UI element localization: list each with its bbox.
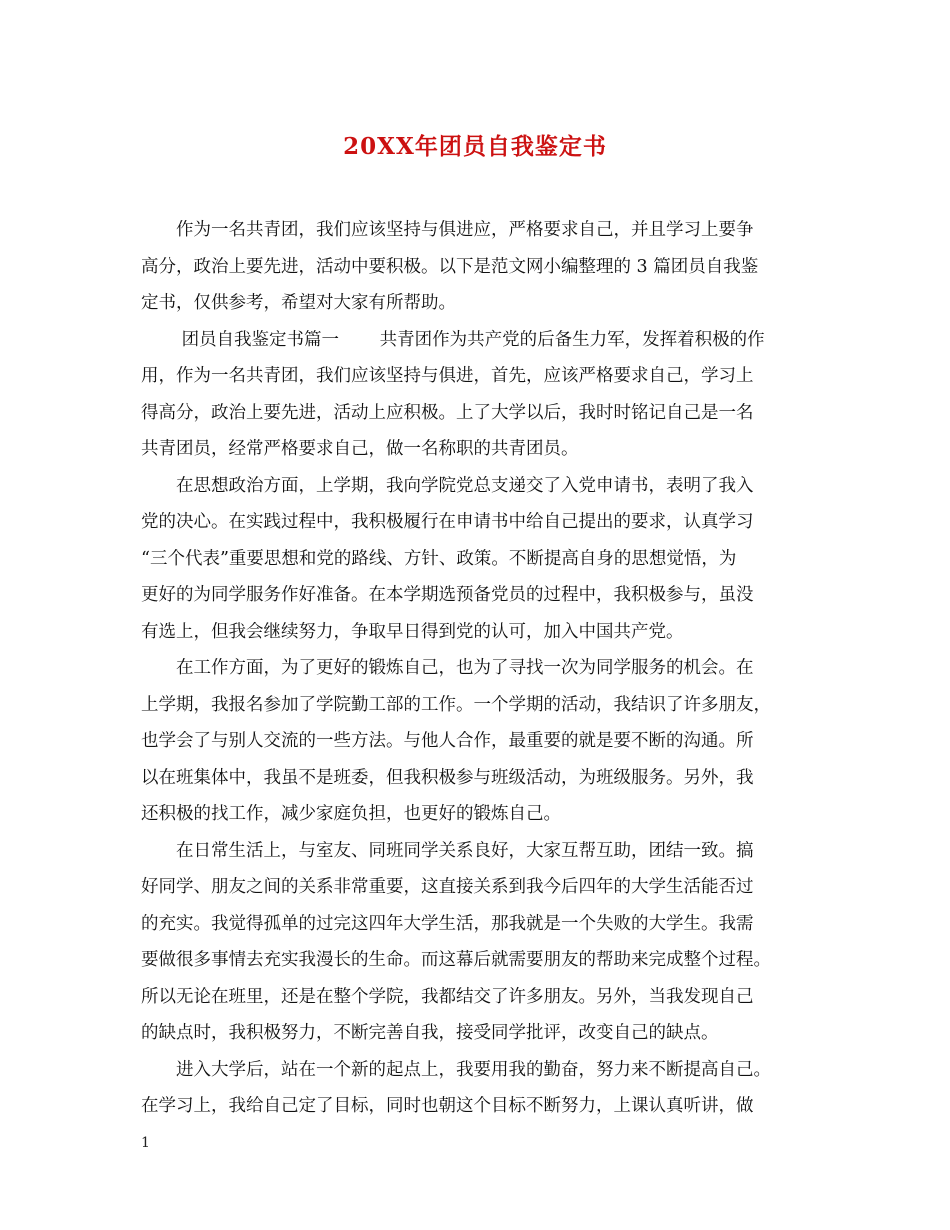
body-line: 在工作方面，为了更好的锻炼自己，也为了寻找一次为同学服务的机会。在 (141, 658, 754, 678)
body-line: 也学会了与别人交流的一些方法。与他人合作，最重要的就是要不断的沟通。所 (141, 731, 754, 751)
body-line: 定书，仅供参考，希望对大家有所帮助。 (141, 293, 456, 313)
body-line: 好同学、朋友之间的关系非常重要，这直接关系到我今后四年的大学生活能否过 (141, 877, 754, 897)
body-line: 的充实。我觉得孤单的过完这四年大学生活，那我就是一个失败的大学生。我需 (141, 913, 754, 934)
body-line: 上学期，我报名参加了学院勤工部的工作。一个学期的活动，我结识了许多朋友， (141, 694, 771, 715)
body-line: 共青团员，经常严格要求自己，做一名称职的共青团员。 (141, 439, 579, 459)
body-line: 得高分，政治上要先进，活动上应积极。上了大学以后，我时时铭记自己是一名 (141, 402, 754, 423)
body-line: 还积极的找工作，减少家庭负担，也更好的锻炼自己。 (141, 804, 561, 824)
page-number: 1 (141, 1135, 150, 1151)
body-line: 高分，政治上要先进，活动中要积极。以下是范文网小编整理的 3 篇团员自我鉴 (141, 256, 759, 277)
body-line: 更好的为同学服务作好准备。在本学期选预备党员的过程中，我积极参与，虽没 (141, 585, 754, 605)
body-line: 作为一名共青团，我们应该坚持与俱进应，严格要求自己，并且学习上要争 (141, 220, 754, 240)
body-line: 在学习上，我给自己定了目标，同时也朝这个目标不断努力，上课认真听讲，做 (141, 1096, 754, 1116)
body-line: 在思想政治方面，上学期，我向学院党总支递交了入党申请书，表明了我入 (141, 475, 754, 496)
body-line: 党的决心。在实践过程中，我积极履行在申请书中给自己提出的要求，认真学习 (141, 512, 754, 532)
document-body (141, 212, 813, 1125)
body-line: 团员自我鉴定书篇一 共青团作为共产党的后备生力军，发挥着积极的作 (141, 329, 765, 350)
body-line: 以在班集体中，我虽不是班委，但我积极参与班级活动，为班级服务。另外，我 (141, 767, 754, 788)
body-line: 进入大学后，站在一个新的起点上，我要用我的勤奋，努力来不断提高自己。 (141, 1059, 771, 1080)
body-line: 要做很多事情去充实我漫长的生命。而这幕后就需要朋友的帮助来完成整个过程。 (141, 950, 771, 970)
body-line: 在日常生活上，与室友、同班同学关系良好，大家互帮互助，团结一致。搞 (141, 840, 754, 861)
body-line: 用，作为一名共青团，我们应该坚持与俱进，首先，应该严格要求自己，学习上 (141, 366, 754, 386)
body-line: 的缺点时，我积极努力，不断完善自我，接受同学批评，改变自己的缺点。 (141, 1023, 719, 1043)
body-line: “三个代表”重要思想和党的路线、方针、政策。不断提高自身的思想觉悟，为 (141, 548, 737, 569)
body-line: 有选上，但我会继续努力，争取早日得到党的认可，加入中国共产党。 (141, 621, 684, 642)
document-title: 20XX年团员自我鉴定书 (343, 133, 607, 160)
body-line: 所以无论在班里，还是在整个学院，我都结交了许多朋友。另外，当我发现自己 (141, 986, 754, 1007)
